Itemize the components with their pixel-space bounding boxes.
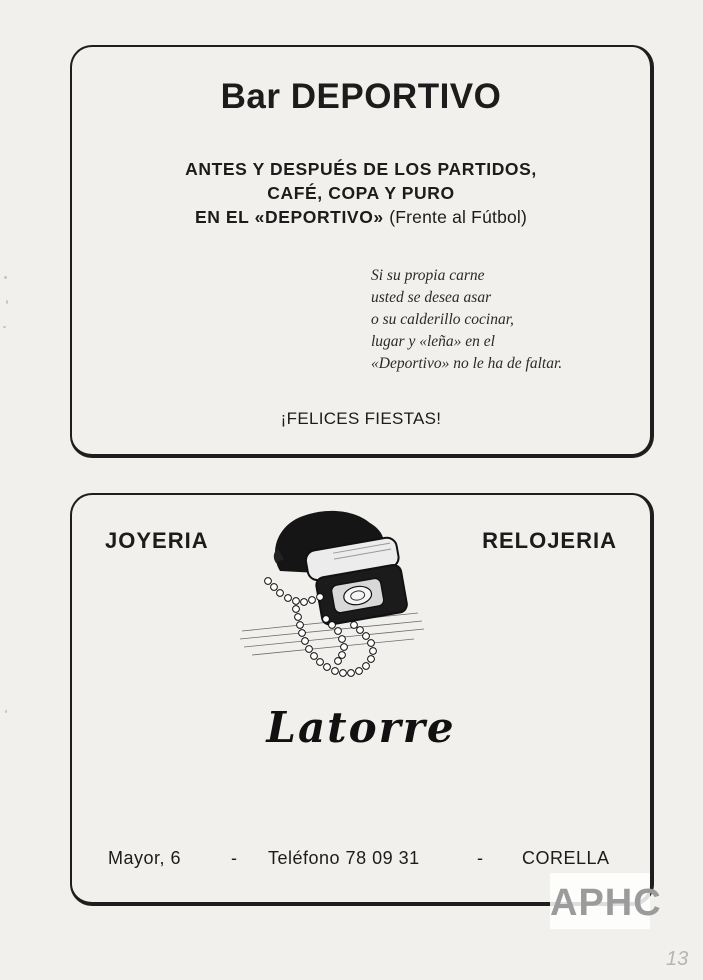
latorre-logo: Latorre [266, 703, 456, 752]
necklace-watch-illustration [238, 501, 430, 701]
aphc-watermark: APHC [550, 873, 650, 929]
felices-fiestas-greeting: ¡FELICES FIESTAS! [280, 409, 442, 428]
bar-deportivo-ad [70, 45, 654, 458]
relojeria-label: RELOJERIA [482, 528, 617, 553]
shop-address: Mayor, 6 [108, 848, 182, 868]
bar-slogan-line-1: ANTES Y DESPUÉS DE LOS PARTIDOS, [185, 159, 537, 179]
bar-slogan-line-2: CAFÉ, COPA Y PURO [267, 183, 455, 203]
page-number: 13 [666, 948, 689, 970]
shop-city: CORELLA [522, 848, 610, 868]
contact-footer [72, 848, 650, 874]
paper-speck [4, 276, 7, 279]
bar-slogan-line-3 [72, 207, 650, 228]
paper-speck [6, 300, 8, 304]
bar-title-name: DEPORTIVO [290, 77, 502, 116]
shop-phone: Teléfono 78 09 31 [268, 848, 420, 868]
separator-dash: - [231, 848, 238, 868]
bar-poem [371, 265, 562, 375]
separator-dash: - [477, 848, 484, 868]
bar-title [72, 77, 650, 117]
joyeria-label: JOYERIA [105, 528, 209, 553]
bar-title-prefix: Bar [220, 77, 281, 116]
paper-speck [3, 326, 6, 328]
latorre-jewelry-ad [70, 493, 654, 906]
paper-speck [5, 710, 7, 713]
poem-line: «Deportivo» no le ha de faltar. [371, 355, 563, 372]
poem-line: usted se desea asar [371, 289, 492, 306]
poem-line: Si su propia carne [371, 267, 485, 284]
poem-line: lugar y «leña» en el [371, 333, 495, 350]
bar-location-note: (Frente al Fútbol) [389, 207, 528, 227]
bar-location-bold: EN EL «DEPORTIVO» [194, 207, 384, 227]
poem-line: o su calderillo cocinar, [371, 311, 514, 328]
